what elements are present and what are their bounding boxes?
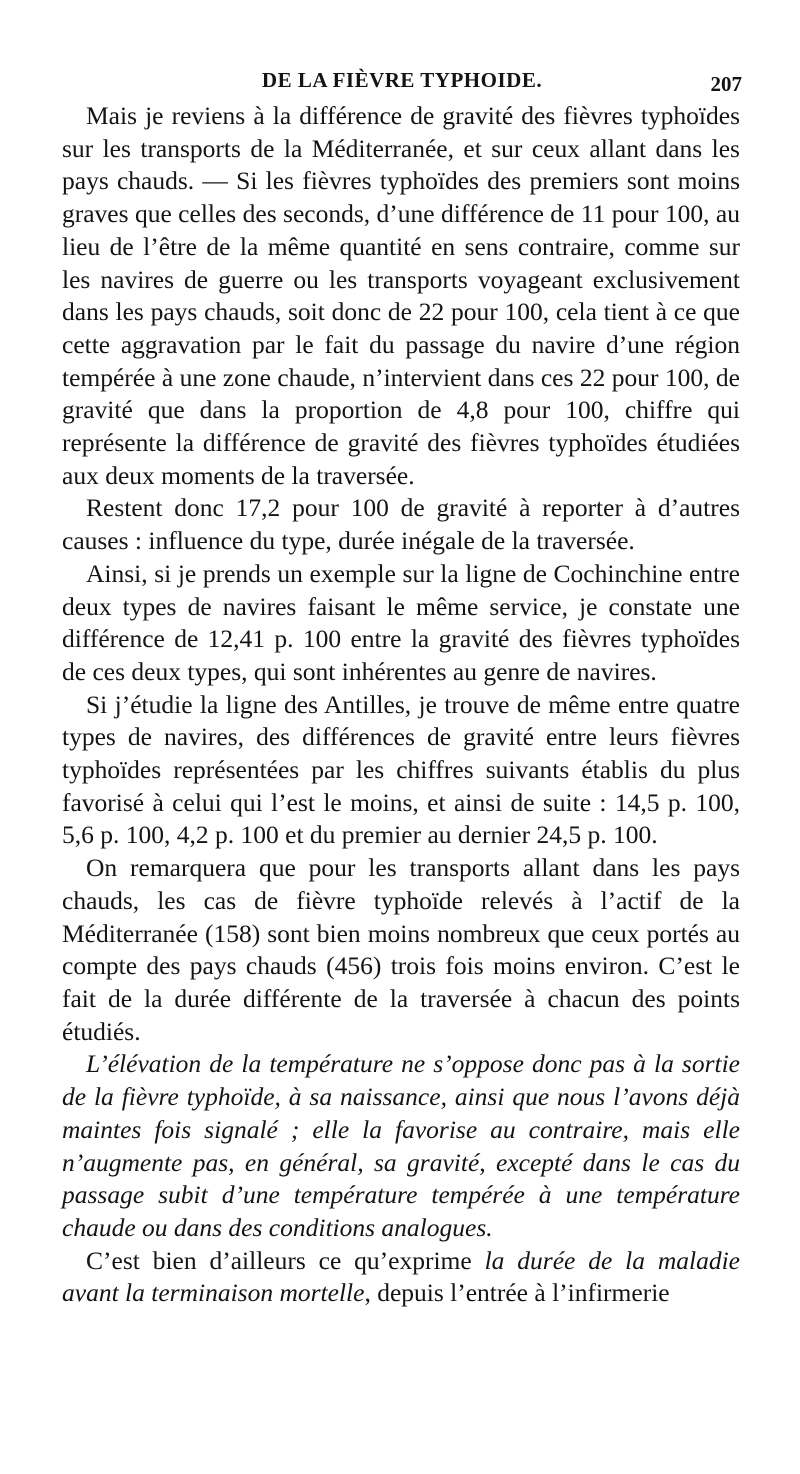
- paragraph-2: Restent donc 17,2 pour 100 de gravité à reporter à d’autres causes : influence du type, durée inégale de la traversée.: [62, 493, 740, 556]
- running-head: [62, 62, 742, 96]
- paragraph-6-italic: L’élévation de la température ne s’oppose donc pas à la sortie de la fièvre typhoïde, à sa naissance, ainsi que nous l’avons déjà maintes fois signalé ; elle la favorise au contraire, mais elle n’augmente pas, en général, sa gravité, excepté dans le cas du passage subit d’une température tempérée à une température chaude ou dans des conditions analogues.: [62, 1049, 740, 1242]
- paragraph-7: [62, 1245, 740, 1310]
- running-title: DE LA FIÈVRE TYPHOIDE.: [261, 68, 543, 92]
- paragraph-5: On remarquera que pour les transports allant dans les pays chauds, les cas de fièvre typhoïde relevés à l’actif de la Méditerranée (158) sont bien moins nombreux que ceux portés au compte des pays chauds (456) trois fois moins environ. C’est le fait de la durée différente de la traversée à chacun des points étudiés.: [62, 853, 740, 1046]
- page-number: 207: [710, 72, 742, 96]
- paragraph-6: [62, 1048, 740, 1244]
- paragraph-1: Mais je reviens à la différence de gravité des fièvres typhoïdes sur les transports de la Méditerranée, et sur ceux allant dans les pays chauds. — Si les fièvres typhoïdes des premiers sont moins graves que celles des seconds, d’une différence de 11 pour 100, au lieu de l’être de la même quantité en sens contraire, comme sur les navires de guerre ou les transports voyageant exclusivement dans les pays chauds, soit donc de 22 pour 100, cela tient à ce que cette aggravation par le fait du passage du navire d’une région tempérée à une zone chaude, n’intervient dans ces 22 pour 100, de gravité que dans la proportion de 4,8 pour 100, chiffre qui représente la différence de gravité des fièvres typhoïdes étudiées aux deux moments de la traversée.: [62, 101, 740, 490]
- paragraph-4: Si j’étudie la ligne des Antilles, je trouve de même entre quatre types de navires, des différences de gravité entre leurs fièvres typhoïdes représentées par les chiffres suivants établis du plus favorisé à celui qui l’est le moins, et ainsi de suite : 14,5 p. 100, 5,6 p. 100, 4,2 p. 100 et du premier au dernier 24,5 p. 100.: [62, 689, 740, 850]
- paragraph-7-italic: la durée de la maladie avant la terminaison mortelle: [62, 1245, 740, 1308]
- paragraph-7-text-before: C’est bien d’ailleurs ce qu’exprime: [86, 1245, 485, 1275]
- paragraph-7-text-after: , depuis l’entrée à l’infirmerie: [364, 1278, 670, 1308]
- paragraph-3: Ainsi, si je prends un exemple sur la ligne de Cochinchine entre deux types de navires faisant le même service, je constate une différence de 12,41 p. 100 entre la gravité des fièvres typhoïdes de ces deux types, qui sont inhérentes au genre de navires.: [62, 558, 740, 686]
- body-text: [62, 100, 740, 1310]
